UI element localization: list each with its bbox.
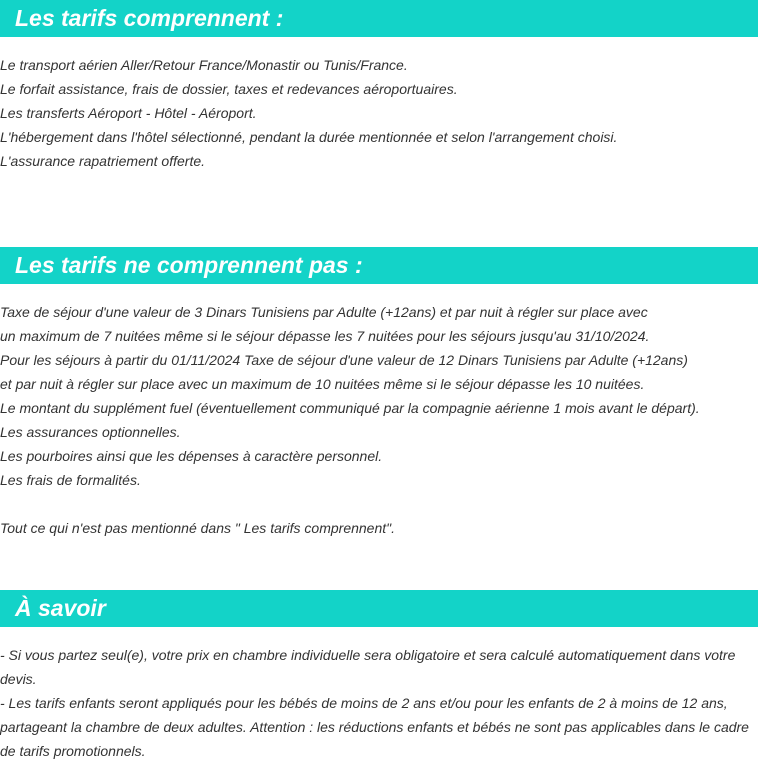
list-item: Taxe de séjour d'une valeur de 3 Dinars Tunisiens par Adulte (+12ans) et par nuit à régler sur place avec: [0, 304, 648, 320]
list-item: - Les tarifs enfants seront appliqués pour les bébés de moins de 2 ans et/ou pour les enfants de 2 à moins de 12 ans, partageant la chambre de deux adultes. Attention : les réductions enfants et bébés ne sont pas applicables dans le cadre de tarifs promotionnels.: [0, 695, 749, 759]
list-item: un maximum de 7 nuitées même si le séjour dépasse les 7 nuitées pour les séjours jusqu'au 31/10/2024.: [0, 328, 650, 344]
section-title-not-included: Les tarifs ne comprennent pas :: [0, 247, 758, 284]
list-item: Les pourboires ainsi que les dépenses à caractère personnel.: [0, 448, 383, 464]
list-item: Les transferts Aéroport - Hôtel - Aéroport.: [0, 105, 257, 121]
list-item: - Si vous partez seul(e), votre prix en chambre individuelle sera obligatoire et sera calculé automatiquement dans votre devis.: [0, 647, 736, 687]
list-item: Les assurances optionnelles.: [0, 424, 181, 440]
list-item: et par nuit à régler sur place avec un maximum de 10 nuitées même si le séjour dépasse les 10 nuitées.: [0, 376, 645, 392]
list-spacer: [0, 492, 758, 516]
list-item: Le transport aérien Aller/Retour France/Monastir ou Tunis/France.: [0, 57, 408, 73]
list-item: Le montant du supplément fuel (éventuellement communiqué par la compagnie aérienne 1 mois avant le départ).: [0, 400, 700, 416]
list-item: Les frais de formalités.: [0, 472, 141, 488]
section-title-included: Les tarifs comprennent :: [0, 0, 758, 37]
good-to-know-list: [0, 643, 758, 763]
not-included-list: [0, 300, 758, 540]
section-title-good-to-know: À savoir: [0, 590, 758, 627]
list-item: L'hébergement dans l'hôtel sélectionné, pendant la durée mentionnée et selon l'arrangement choisi.: [0, 129, 618, 145]
list-item: Pour les séjours à partir du 01/11/2024 Taxe de séjour d'une valeur de 12 Dinars Tunisiens par Adulte (+12ans): [0, 352, 688, 368]
list-item: L'assurance rapatriement offerte.: [0, 153, 206, 169]
list-item: Le forfait assistance, frais de dossier, taxes et redevances aéroportuaires.: [0, 81, 458, 97]
list-item: Tout ce qui n'est pas mentionné dans " Les tarifs comprennent".: [0, 520, 395, 536]
included-list: [0, 53, 758, 173]
